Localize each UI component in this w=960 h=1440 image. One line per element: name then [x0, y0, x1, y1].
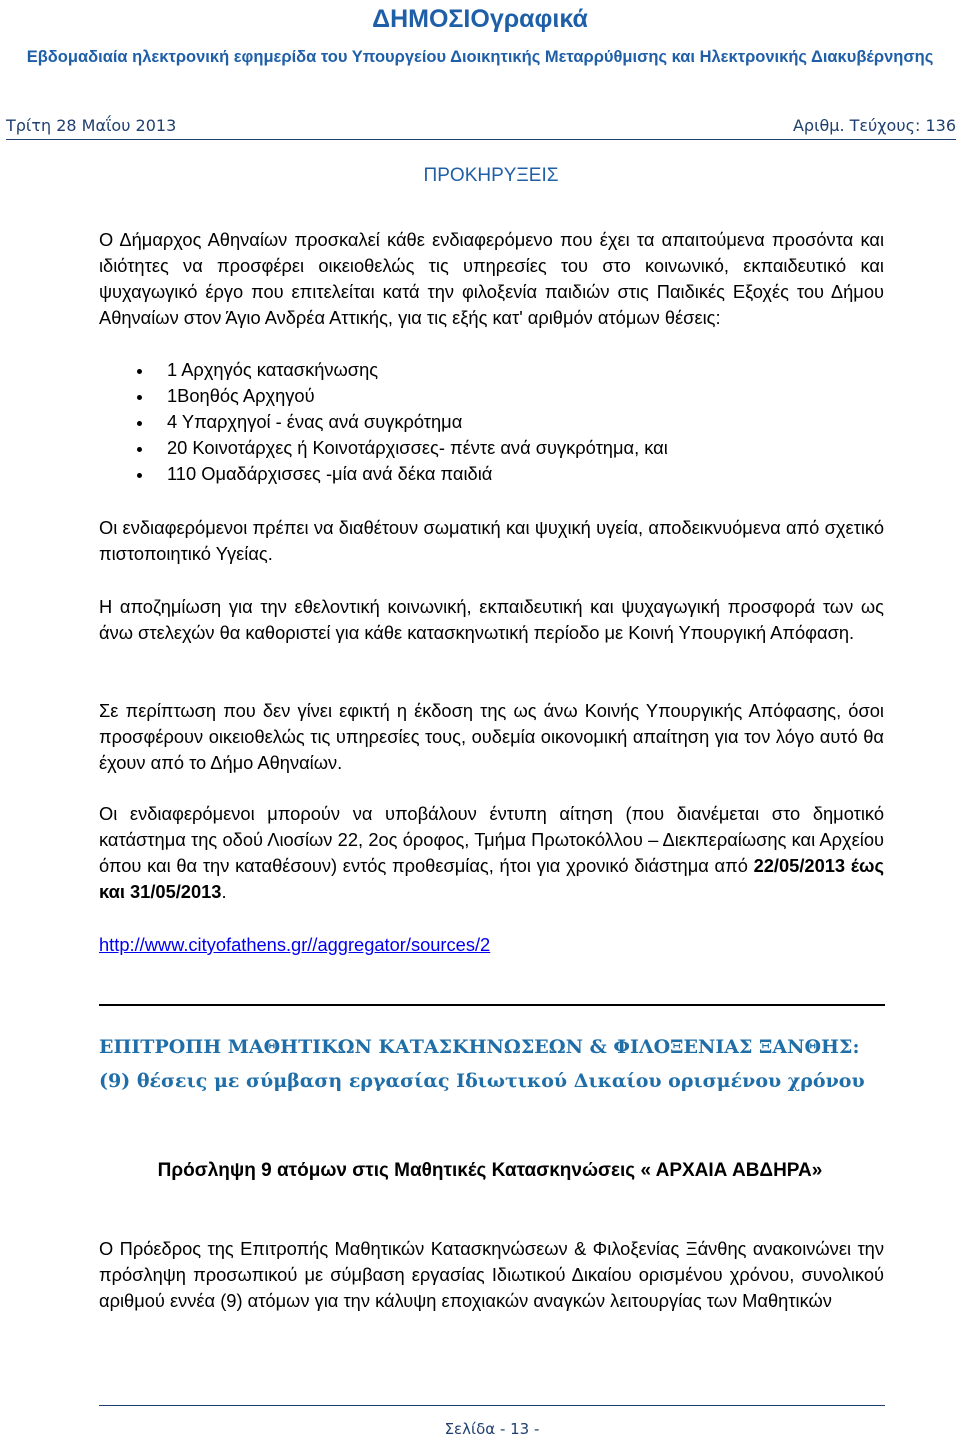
issue-bar: [6, 114, 956, 140]
health-paragraph: [99, 515, 884, 567]
compensation-paragraph: [99, 594, 884, 646]
committee-heading: [99, 1030, 899, 1098]
newspaper-subtitle: Εβδομαδιαία ηλεκτρονική εφημερίδα του Υπουργείου Διοικητικής Μεταρρύθμισης και Ηλεκτρονικής Διακυβέρνησης: [26, 48, 934, 66]
submission-paragraph: [99, 801, 884, 905]
bullet-icon: [137, 421, 142, 426]
recruitment-title: Πρόσληψη 9 ατόμων στις Μαθητικές Κατασκηνώσεις « ΑΡΧΑΙΑ ΑΒΔΗΡΑ»: [157, 1160, 823, 1181]
intro-paragraph: Ο Δήμαρχος Αθηναίων προσκαλεί κάθε ενδιαφερόμενο που έχει τα απαιτούμενα προσόντα και ιδιότητες να προσφέρει οικειοθελώς τις υπηρεσίες του στο κοινωνικό, εκπαιδευτικό και ψυχαγωγικό έργο που επιτελείται κατά την φιλοξενία παιδιών στις Παιδικές Εξοχές του Δήμου Αθηναίων στον Άγιο Ανδρέα Αττικής, για τις εξής κατ' αριθμόν ατόμων θέσεις:: [99, 229, 884, 328]
submission-dates: 22/05/2013 έως και 31/05/2013: [99, 855, 884, 902]
position-text: 1 Αρχηγός κατασκήνωσης: [167, 359, 379, 380]
submission-body: Οι ενδιαφερόμενοι μπορούν να υποβάλουν έντυπη αίτηση (που διανέμεται στο δημοτικό κατάστημα της οδού Λιοσίων 22, 2ος όροφος, Τμήμα Πρωτοκόλλου – Διεκπεραίωσης και Αρχείου όπου και θα την καταθέσουν) εντός προθεσμίας, ήτοι για χρονικό διάστημα από: [99, 803, 884, 876]
positions-list: [130, 357, 668, 487]
newspaper-title: ΔΗΜΟΣΙΟγραφικά: [372, 5, 588, 33]
bullet-icon: [137, 473, 142, 478]
health-text: Οι ενδιαφερόμενοι πρέπει να διαθέτουν σωματική και ψυχική υγεία, αποδεικνυόμενα από σχετικό πιστοποιητικό Υγείας.: [99, 517, 884, 564]
committee-paragraph: [99, 1236, 884, 1314]
position-text: 110 Ομαδάρχισσες -μία ανά δέκα παιδιά: [167, 463, 493, 484]
bullet-icon: [137, 395, 142, 400]
issue-number: Αριθμ. Τεύχους: 136: [792, 116, 956, 135]
bullet-icon: [137, 447, 142, 452]
article-intro: [99, 227, 884, 331]
submission-text: [99, 801, 884, 905]
list-item: [130, 357, 668, 383]
committee-title: ΕΠΙΤΡΟΠΗ ΜΑΘΗΤΙΚΩΝ ΚΑΤΑΣΚΗΝΩΣΕΩΝ & ΦΙΛΟΞΕΝΙΑΣ ΞΑΝΘΗΣ:: [99, 1036, 860, 1058]
submission-end: .: [221, 881, 227, 902]
list-item: [130, 383, 668, 409]
compensation-text: Η αποζημίωση για την εθελοντική κοινωνική, εκπαιδευτική και ψυχαγωγική προσφορά των ως άνω στελεχών θα καθοριστεί για κάθε κατασκηνωτική περίοδο με Κοινή Υπουργική Απόφαση.: [99, 596, 884, 643]
list-item: [130, 461, 668, 487]
section-title: ΠΡΟΚΗΡΥΞΕΙΣ: [423, 165, 559, 186]
page-footer: [99, 1405, 885, 1436]
bullet-icon: [137, 369, 142, 374]
list-item: [130, 409, 668, 435]
page-number: Σελίδα - 13 -: [444, 1420, 540, 1438]
position-text: 4 Υπαρχηγοί - ένας ανά συγκρότημα: [167, 411, 463, 432]
committee-text: Ο Πρόεδρος της Επιτροπής Μαθητικών Κατασκηνώσεων & Φιλοξενίας Ξάνθης ανακοινώνει την πρόσληψη προσωπικού με σύμβαση εργασίας Ιδιωτικού Δικαίου ορισμένου χρόνου, συνολικού αριθμού εννέα (9) ατόμων για την κάλυψη εποχιακών αναγκών λειτουργίας των Μαθητικών: [99, 1238, 884, 1311]
case-text: Σε περίπτωση που δεν γίνει εφικτή η έκδοση της ως άνω Κοινής Υπουργικής Απόφασης, όσοι προσφέρουν οικειοθελώς τις υπηρεσίες τους, ουδεμία οικονομική απαίτηση για τον λόγο αυτό θα έχουν από το Δήμο Αθηναίων.: [99, 700, 884, 773]
committee-subtitle: (9) θέσεις με σύμβαση εργασίας Ιδιωτικού Δικαίου ορισμένου χρόνου: [99, 1070, 865, 1092]
position-text: 1Βοηθός Αρχηγού: [167, 385, 315, 406]
issue-date: Τρίτη 28 Μαΐου 2013: [6, 116, 177, 135]
source-link[interactable]: http://www.cityofathens.gr//aggregator/sources/2: [99, 934, 491, 955]
article-separator: [99, 1004, 885, 1006]
header-divider: [6, 139, 956, 140]
position-text: 20 Κοινοτάρχες ή Κοινοτάρχισσες- πέντε ανά συγκρότημα, και: [167, 437, 668, 458]
list-item: [130, 435, 668, 461]
case-paragraph: [99, 698, 884, 776]
